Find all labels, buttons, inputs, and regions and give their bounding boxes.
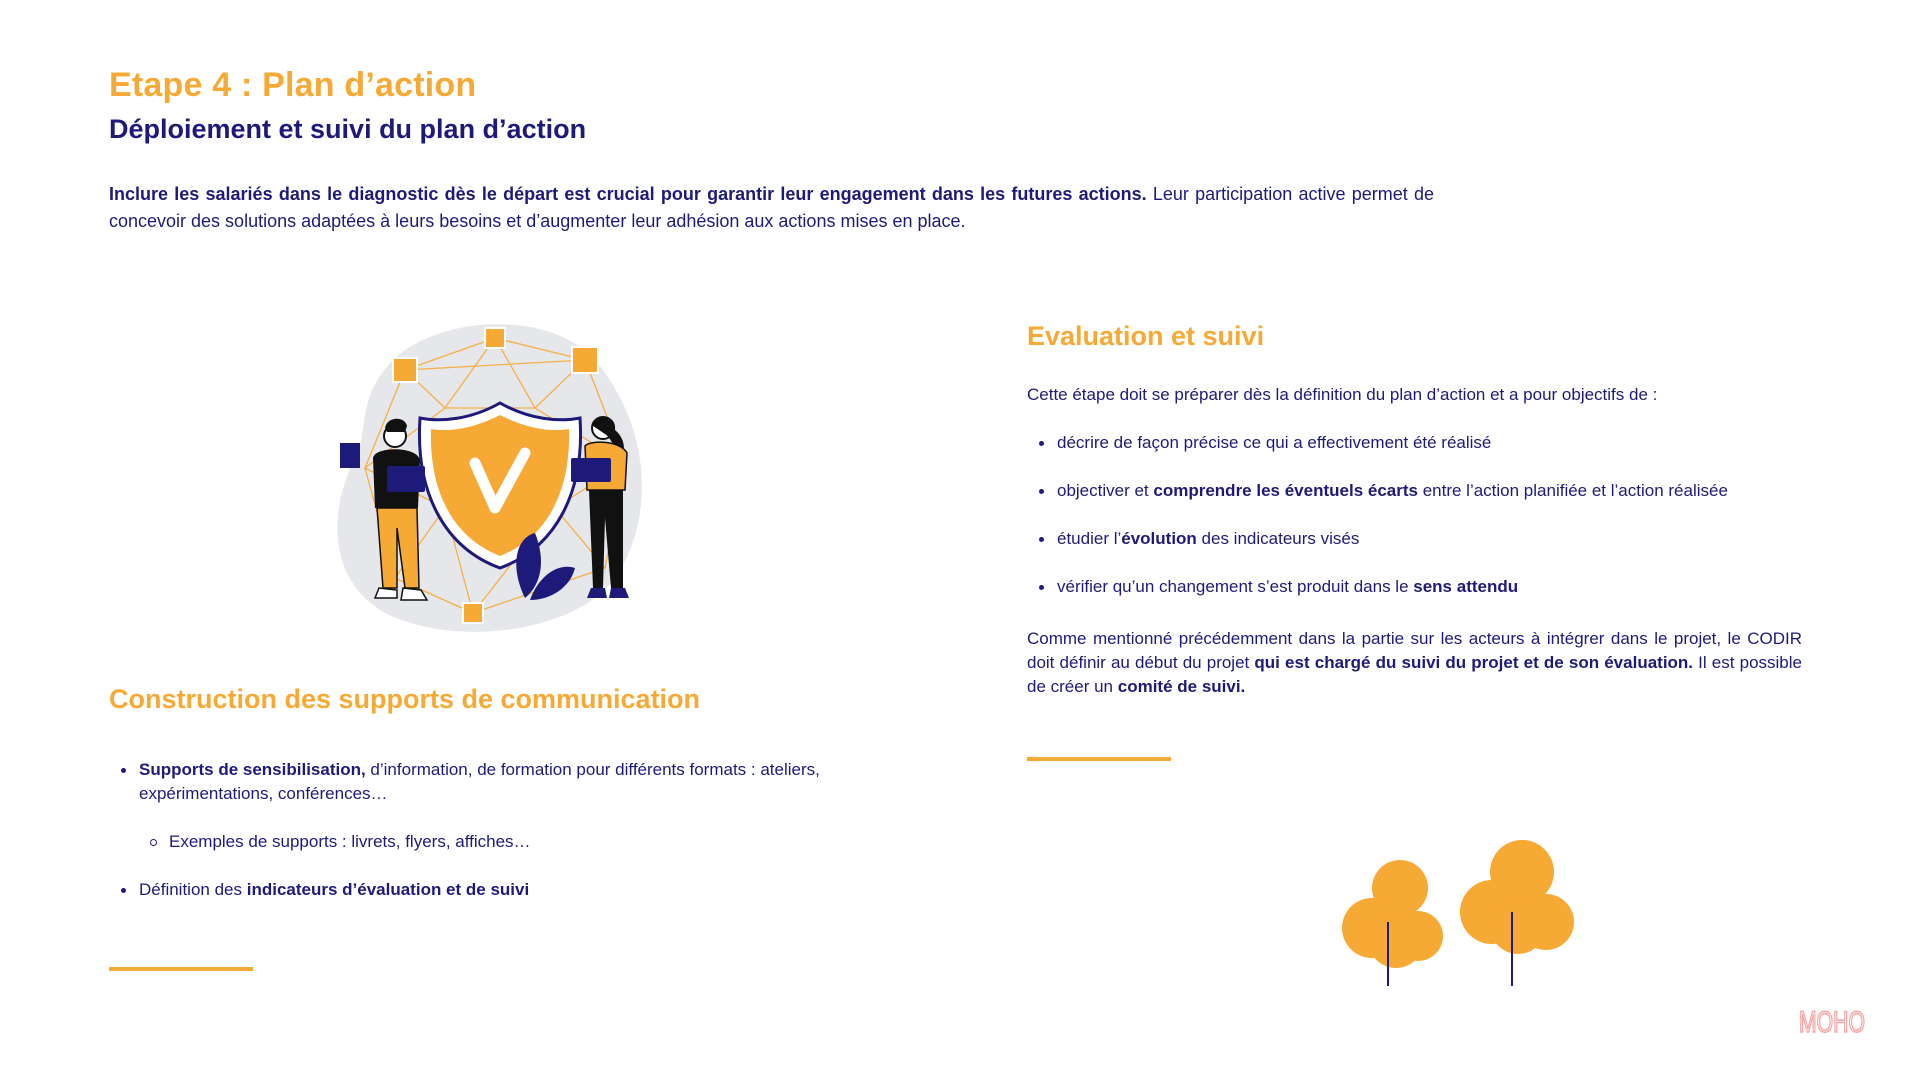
security-illustration [335, 318, 665, 636]
list-item [1027, 575, 1827, 599]
intro-paragraph [109, 181, 1434, 235]
list-item-bold: évolution [1121, 529, 1197, 548]
communication-title: Construction des supports de communication [109, 684, 701, 714]
communication-list [109, 758, 929, 902]
paragraph-text: Comme mentionné précédemment dans la partie sur les acteurs à intégrer dans le projet, le CODIR doit définir au début du projet [1027, 629, 1802, 672]
tree-right [1460, 840, 1574, 986]
evaluation-title: Evaluation et suivi [1027, 321, 1265, 351]
tree-left [1342, 860, 1443, 986]
paragraph-bold: qui est chargé du suivi du projet et de son évaluation. [1254, 653, 1694, 672]
paragraph-bold: comité de suivi. [1117, 677, 1246, 696]
list-item-bold: indicateurs d’évaluation et de suivi [246, 880, 530, 899]
evaluation-list [1027, 431, 1827, 623]
list-item-text: décrire de façon précise ce qui a effectivement été réalisé [1057, 433, 1492, 452]
list-item [1027, 431, 1827, 455]
list-item [109, 878, 929, 902]
list-item-bold: Supports de sensibilisation, [139, 760, 366, 779]
list-item [109, 758, 929, 806]
intro-bold: Inclure les salariés dans le diagnostic dès le départ est crucial pour garantir leur engagement dans les futures actions. [109, 184, 1147, 204]
logo-text: MOHO [1799, 1006, 1865, 1039]
list-item-text: entre l’action planifiée et l’action réalisée [1417, 481, 1728, 500]
list-item [1027, 479, 1827, 503]
sub-list-item: Exemples de supports : livrets, flyers, affiches… [109, 830, 929, 854]
list-item-text: objectiver et [1057, 481, 1154, 500]
list-item-text: des indicateurs visés [1196, 529, 1360, 548]
tree-icon [1330, 840, 1580, 990]
paragraph-text: Il est possible de créer un [1027, 653, 1802, 696]
list-item-text: vérifier qu’un changement s’est produit dans le [1057, 577, 1414, 596]
list-item-text: Définition des [139, 880, 247, 899]
list-item [1027, 527, 1827, 551]
divider-left [109, 967, 253, 971]
page-subtitle: Déploiement et suivi du plan d’action [109, 114, 587, 144]
list-item-bold: comprendre les éventuels écarts [1153, 481, 1418, 500]
divider-right [1027, 757, 1171, 761]
list-item-bold: sens attendu [1413, 577, 1519, 596]
intro-rest: Leur participation active permet de concevoir des solutions adaptées à leurs besoins et d’augmenter leur adhésion aux actions mises en place. [109, 184, 1435, 231]
page-title: Etape 4 : Plan d’action [109, 66, 477, 104]
list-item-text: d’information, de formation pour différents formats : ateliers, expérimentations, conférences… [139, 760, 820, 803]
list-item-text: étudier l’ [1057, 529, 1122, 548]
brand-logo [1797, 978, 1867, 1040]
evaluation-paragraph [1027, 627, 1802, 699]
evaluation-lead: Cette étape doit se préparer dès la définition du plan d’action et a pour objectifs de : [1027, 385, 1658, 404]
